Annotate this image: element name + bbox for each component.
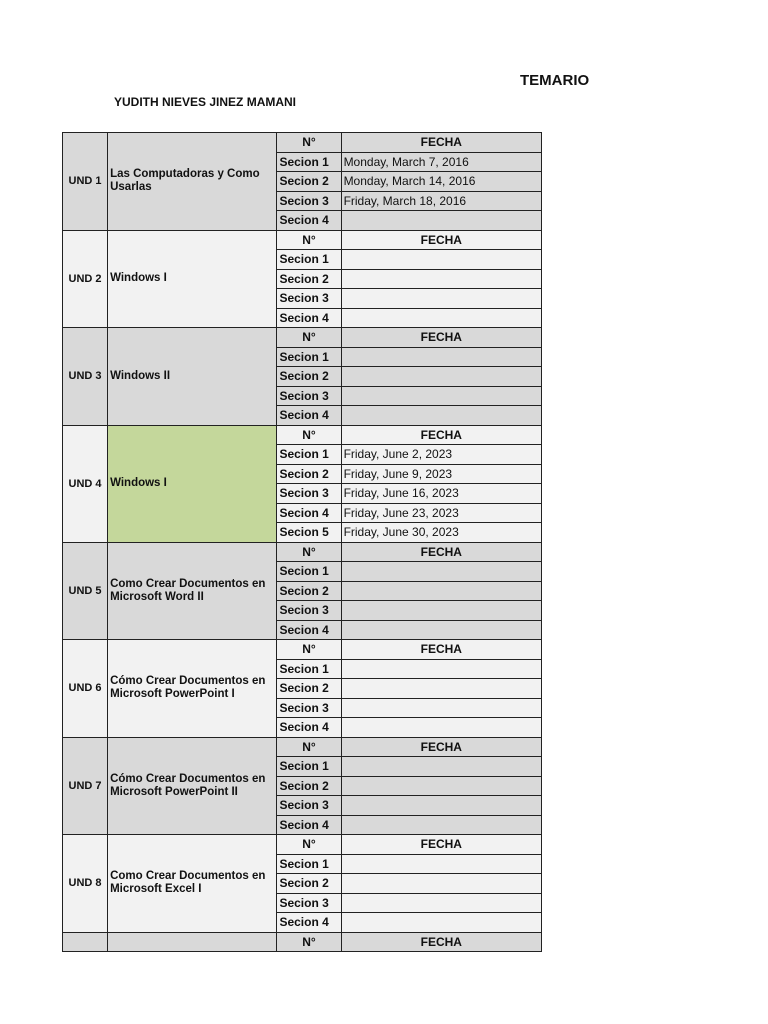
session-number-cell[interactable]: Secion 3 [277,484,341,504]
session-number-cell[interactable]: Secion 4 [277,406,341,426]
session-number-cell[interactable]: Secion 4 [277,503,341,523]
unit-topic-cell[interactable] [108,932,277,952]
column-header-fecha[interactable]: FECHA [341,932,541,952]
session-date-cell[interactable] [341,347,541,367]
session-number-cell[interactable]: Secion 4 [277,913,341,933]
session-date-cell[interactable] [341,757,541,777]
unit-header-row [63,133,542,153]
unit-code-cell[interactable]: UND 1 [63,133,108,231]
column-header-fecha[interactable]: FECHA [341,133,541,153]
session-date-cell[interactable] [341,620,541,640]
session-date-cell[interactable]: Friday, June 9, 2023 [341,464,541,484]
session-number-cell[interactable]: Secion 1 [277,347,341,367]
unit-topic-cell[interactable]: Windows I [108,425,277,542]
unit-code-cell[interactable]: UND 3 [63,328,108,426]
unit-code-cell[interactable]: UND 8 [63,835,108,933]
session-date-cell[interactable] [341,406,541,426]
session-number-cell[interactable]: Secion 3 [277,698,341,718]
unit-header-row [63,835,542,855]
session-number-cell[interactable]: Secion 3 [277,289,341,309]
unit-header-row [63,542,542,562]
session-date-cell[interactable] [341,562,541,582]
session-date-cell[interactable] [341,913,541,933]
column-header-num[interactable]: N° [277,640,341,660]
session-date-cell[interactable] [341,211,541,231]
session-number-cell[interactable]: Secion 1 [277,445,341,465]
session-number-cell[interactable]: Secion 1 [277,152,341,172]
column-header-num[interactable]: N° [277,835,341,855]
session-date-cell[interactable] [341,269,541,289]
column-header-fecha[interactable]: FECHA [341,640,541,660]
session-date-cell[interactable]: Friday, March 18, 2016 [341,191,541,211]
session-date-cell[interactable] [341,854,541,874]
column-header-num[interactable]: N° [277,425,341,445]
session-date-cell[interactable]: Monday, March 7, 2016 [341,152,541,172]
column-header-num[interactable]: N° [277,230,341,250]
session-number-cell[interactable]: Secion 5 [277,523,341,543]
session-number-cell[interactable]: Secion 2 [277,269,341,289]
unit-code-cell[interactable]: UND 7 [63,737,108,835]
unit-topic-cell[interactable]: Como Crear Documentos en Microsoft Word II [108,542,277,640]
session-number-cell[interactable]: Secion 4 [277,308,341,328]
unit-topic-cell[interactable]: Cómo Crear Documentos en Microsoft PowerPoint II [108,737,277,835]
session-date-cell[interactable]: Monday, March 14, 2016 [341,172,541,192]
column-header-fecha[interactable]: FECHA [341,425,541,445]
session-number-cell[interactable]: Secion 2 [277,874,341,894]
session-number-cell[interactable]: Secion 2 [277,367,341,387]
session-number-cell[interactable]: Secion 3 [277,601,341,621]
session-date-cell[interactable] [341,367,541,387]
session-date-cell[interactable] [341,776,541,796]
column-header-fecha[interactable]: FECHA [341,328,541,348]
session-date-cell[interactable]: Friday, June 23, 2023 [341,503,541,523]
unit-topic-cell[interactable]: Como Crear Documentos en Microsoft Excel I [108,835,277,933]
session-number-cell[interactable]: Secion 2 [277,679,341,699]
unit-header-row [63,425,542,445]
column-header-fecha[interactable]: FECHA [341,835,541,855]
session-number-cell[interactable]: Secion 3 [277,191,341,211]
page-title: TEMARIO [520,72,590,89]
session-date-cell[interactable] [341,250,541,270]
unit-header-row [63,230,542,250]
unit-topic-cell[interactable]: Las Computadoras y Como Usarlas [108,133,277,231]
schedule-table [62,132,542,952]
session-number-cell[interactable]: Secion 4 [277,815,341,835]
session-date-cell[interactable] [341,581,541,601]
session-number-cell[interactable]: Secion 2 [277,581,341,601]
session-number-cell[interactable]: Secion 3 [277,796,341,816]
column-header-num[interactable]: N° [277,328,341,348]
session-number-cell[interactable]: Secion 1 [277,659,341,679]
session-number-cell[interactable]: Secion 1 [277,250,341,270]
column-header-num[interactable]: N° [277,932,341,952]
session-number-cell[interactable]: Secion 2 [277,172,341,192]
session-date-cell[interactable] [341,718,541,738]
unit-header-row [63,932,542,952]
session-number-cell[interactable]: Secion 4 [277,718,341,738]
session-date-cell[interactable] [341,679,541,699]
unit-code-cell[interactable]: UND 6 [63,640,108,738]
session-number-cell[interactable]: Secion 2 [277,776,341,796]
session-date-cell[interactable] [341,659,541,679]
unit-header-row [63,640,542,660]
column-header-fecha[interactable]: FECHA [341,737,541,757]
session-date-cell[interactable] [341,698,541,718]
session-number-cell[interactable]: Secion 1 [277,854,341,874]
column-header-fecha[interactable]: FECHA [341,542,541,562]
session-date-cell[interactable] [341,308,541,328]
unit-header-row [63,737,542,757]
column-header-num[interactable]: N° [277,737,341,757]
unit-topic-cell[interactable]: Windows I [108,230,277,328]
unit-topic-cell[interactable]: Windows II [108,328,277,426]
session-date-cell[interactable]: Friday, June 16, 2023 [341,484,541,504]
unit-code-cell[interactable]: UND 4 [63,425,108,542]
session-number-cell[interactable]: Secion 4 [277,620,341,640]
session-date-cell[interactable] [341,386,541,406]
unit-code-cell[interactable] [63,932,108,952]
session-date-cell[interactable] [341,874,541,894]
session-number-cell[interactable]: Secion 4 [277,211,341,231]
session-date-cell[interactable] [341,289,541,309]
session-number-cell[interactable]: Secion 1 [277,757,341,777]
session-number-cell[interactable]: Secion 2 [277,464,341,484]
column-header-num[interactable]: N° [277,133,341,153]
unit-code-cell[interactable]: UND 5 [63,542,108,640]
unit-topic-cell[interactable]: Cómo Crear Documentos en Microsoft PowerPoint I [108,640,277,738]
column-header-num[interactable]: N° [277,542,341,562]
session-number-cell[interactable]: Secion 3 [277,893,341,913]
session-date-cell[interactable]: Friday, June 30, 2023 [341,523,541,543]
column-header-fecha[interactable]: FECHA [341,230,541,250]
unit-header-row [63,328,542,348]
unit-code-cell[interactable]: UND 2 [63,230,108,328]
student-name: YUDITH NIEVES JINEZ MAMANI [114,95,297,109]
session-number-cell[interactable]: Secion 1 [277,562,341,582]
session-date-cell[interactable] [341,815,541,835]
session-date-cell[interactable]: Friday, June 2, 2023 [341,445,541,465]
schedule-sheet [62,132,542,952]
session-date-cell[interactable] [341,601,541,621]
session-number-cell[interactable]: Secion 3 [277,386,341,406]
session-date-cell[interactable] [341,796,541,816]
session-date-cell[interactable] [341,893,541,913]
